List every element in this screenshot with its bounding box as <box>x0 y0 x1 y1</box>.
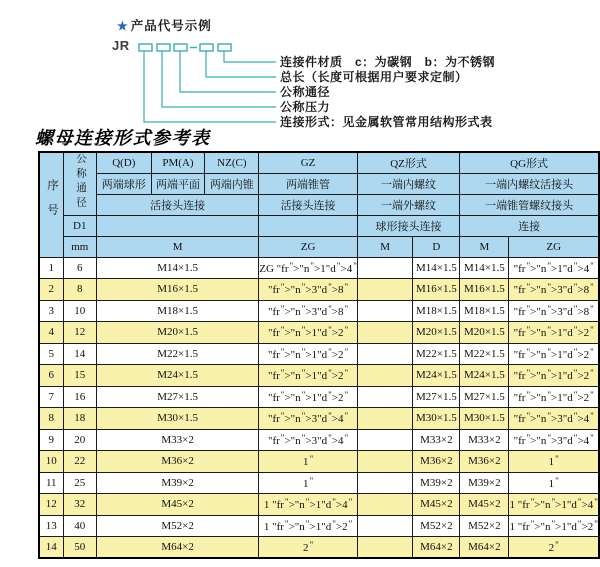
cell-seq: 4 <box>39 322 63 344</box>
header-type-gz: 两端锥管 <box>259 173 358 194</box>
cell-qg-zg: "fr">"n">3"d">8" <box>509 279 599 301</box>
cell-qg-m: M36×2 <box>460 451 509 473</box>
header-seq: 序号 <box>39 152 63 257</box>
cell-qg-zg: "fr">"n">3"d">8" <box>509 300 599 322</box>
cell-mm: 12 <box>63 322 96 344</box>
cell-mm: 6 <box>63 257 96 279</box>
header-sub-zg-gz: ZG <box>259 236 358 257</box>
cell-mm: 18 <box>63 408 96 430</box>
cell-qg-zg: "fr">"n">1"d">2" <box>509 322 599 344</box>
header-sub-m-qg: M <box>460 236 509 257</box>
cell-m: M22×1.5 <box>97 343 259 365</box>
code-label-material: 连接件材质 c：为碳钢 b：为不锈钢 <box>280 55 496 69</box>
cell-m: M27×1.5 <box>97 386 259 408</box>
header-row-d1 <box>39 215 599 236</box>
cell-seq: 7 <box>39 386 63 408</box>
cell-qg-zg: 1" <box>509 451 599 473</box>
cell-qg-zg: 1 "fr">"n">1"d">4" <box>509 494 599 516</box>
cell-gz-zg: 2" <box>259 537 358 559</box>
code-label-conn-form: 连接形式：见金属软管常用结构形式表 <box>280 115 493 129</box>
header-code-nz: NZ(C) <box>205 152 259 173</box>
cell-qz-d: M45×2 <box>413 494 460 516</box>
header-d1: D1 <box>63 215 96 236</box>
cell-qg-zg: 1" <box>509 472 599 494</box>
header-d1-gz-blank <box>259 215 358 236</box>
cell-qg-zg: "fr">"n">3"d">4" <box>509 429 599 451</box>
cell-qz-m <box>357 537 413 559</box>
star-icon: ★ <box>117 19 129 33</box>
cell-seq: 10 <box>39 451 63 473</box>
cell-gz-zg: 1 "fr">"n">1"d">2" <box>259 515 358 537</box>
cell-qg-zg: "fr">"n">1"d">2" <box>509 386 599 408</box>
header-conn-gz: 活接头连接 <box>259 194 358 215</box>
header-code-qg: QG形式 <box>460 152 599 173</box>
code-label-length: 总长（长度可根据用户要求定制） <box>280 70 468 84</box>
cell-m: M39×2 <box>97 472 259 494</box>
cell-seq: 6 <box>39 365 63 387</box>
cell-seq: 5 <box>39 343 63 365</box>
nut-connection-table <box>38 151 600 559</box>
table-row <box>39 515 599 537</box>
cell-gz-zg: "fr">"n">1"d">2" <box>259 322 358 344</box>
header-conn-qg: 一端锥管螺纹接头 <box>460 194 599 215</box>
cell-seq: 3 <box>39 300 63 322</box>
cell-seq: 14 <box>39 537 63 559</box>
cell-qz-m <box>357 451 413 473</box>
cell-seq: 9 <box>39 429 63 451</box>
cell-gz-zg: "fr">"n">1"d">2" <box>259 386 358 408</box>
header-sub-d-qz: D <box>413 236 460 257</box>
header-type-qz: 一端内螺纹 <box>357 173 459 194</box>
cell-m: M18×1.5 <box>97 300 259 322</box>
cell-qz-m <box>357 429 413 451</box>
cell-mm: 22 <box>63 451 96 473</box>
cell-gz-zg: "fr">"n">3"d">8" <box>259 279 358 301</box>
header-row-codes <box>39 152 599 173</box>
cell-qz-m <box>357 472 413 494</box>
table-row <box>39 494 599 516</box>
cell-mm: 15 <box>63 365 96 387</box>
cell-qz-m <box>357 494 413 516</box>
cell-mm: 32 <box>63 494 96 516</box>
cell-qz-d: M16×1.5 <box>413 279 460 301</box>
cell-seq: 12 <box>39 494 63 516</box>
header-conn-qz: 一端外螺纹 <box>357 194 459 215</box>
cell-qz-d: M22×1.5 <box>413 343 460 365</box>
cell-qz-d: M20×1.5 <box>413 322 460 344</box>
cell-gz-zg: "fr">"n">3"d">8" <box>259 300 358 322</box>
diagram-title-text: 产品代号示例 <box>130 19 212 33</box>
connector-line-material <box>224 51 276 62</box>
header-d1-left-blank <box>97 215 259 236</box>
header-type-qg: 一端内螺纹活接头 <box>460 173 599 194</box>
cell-qz-d: M14×1.5 <box>413 257 460 279</box>
cell-qg-zg: "fr">"n">3"d">4" <box>509 408 599 430</box>
cell-qz-m <box>357 257 413 279</box>
header-conn2-qg: 连接 <box>460 215 599 236</box>
cell-gz-zg: "fr">"n">1"d">2" <box>259 343 358 365</box>
cell-mm: 10 <box>63 300 96 322</box>
cell-qg-m: M39×2 <box>460 472 509 494</box>
code-label-pressure: 公称压力 <box>280 100 331 114</box>
cell-m: M45×2 <box>97 494 259 516</box>
cell-qg-zg: "fr">"n">1"d">2" <box>509 365 599 387</box>
header-row-end-types <box>39 173 599 194</box>
cell-m: M30×1.5 <box>97 408 259 430</box>
code-box-5 <box>218 44 231 51</box>
header-type-pm: 两端平面 <box>151 173 205 194</box>
code-label-diameter: 公称通径 <box>280 85 331 99</box>
cell-qg-m: M27×1.5 <box>460 386 509 408</box>
cell-mm: 25 <box>63 472 96 494</box>
header-nominal-diameter: 公称通径 <box>63 152 96 215</box>
cell-m: M52×2 <box>97 515 259 537</box>
header-code-gz: GZ <box>259 152 358 173</box>
cell-qz-m <box>357 300 413 322</box>
header-conn2-qz: 球形接头连接 <box>357 215 459 236</box>
cell-gz-zg: "fr">"n">3"d">4" <box>259 408 358 430</box>
cell-qg-m: M45×2 <box>460 494 509 516</box>
cell-m: M20×1.5 <box>97 322 259 344</box>
connector-line-pressure <box>162 51 276 107</box>
cell-qz-d: M33×2 <box>413 429 460 451</box>
cell-m: M36×2 <box>97 451 259 473</box>
code-box-3 <box>174 44 187 51</box>
header-code-q: Q(D) <box>97 152 152 173</box>
cell-qg-m: M14×1.5 <box>460 257 509 279</box>
header-mm: mm <box>63 236 96 257</box>
connector-line-length <box>206 51 276 77</box>
header-conn-left: 活接头连接 <box>97 194 259 215</box>
header-row-connection <box>39 194 599 215</box>
cell-qg-m: M30×1.5 <box>460 408 509 430</box>
cell-qg-m: M64×2 <box>460 537 509 559</box>
code-box-4 <box>200 44 213 51</box>
table-row <box>39 322 599 344</box>
cell-m: M14×1.5 <box>97 257 259 279</box>
cell-seq: 11 <box>39 472 63 494</box>
cell-qz-m <box>357 515 413 537</box>
cell-qz-d: M64×2 <box>413 537 460 559</box>
table-row <box>39 472 599 494</box>
cell-qz-m <box>357 322 413 344</box>
cell-seq: 2 <box>39 279 63 301</box>
header-code-qz: QZ形式 <box>357 152 459 173</box>
cell-mm: 14 <box>63 343 96 365</box>
cell-seq: 13 <box>39 515 63 537</box>
cell-m: M16×1.5 <box>97 279 259 301</box>
cell-qg-m: M52×2 <box>460 515 509 537</box>
cell-gz-zg: 1 "fr">"n">1"d">4" <box>259 494 358 516</box>
cell-mm: 8 <box>63 279 96 301</box>
cell-qz-d: M24×1.5 <box>413 365 460 387</box>
cell-mm: 40 <box>63 515 96 537</box>
cell-qg-m: M22×1.5 <box>460 343 509 365</box>
diagram-title <box>117 16 212 34</box>
cell-qz-m <box>357 343 413 365</box>
table-row <box>39 257 599 279</box>
table-row <box>39 300 599 322</box>
cell-qz-m <box>357 365 413 387</box>
connector-line-diameter <box>180 51 276 92</box>
cell-gz-zg: 1" <box>259 472 358 494</box>
cell-qg-m: M18×1.5 <box>460 300 509 322</box>
cell-qg-zg: 2" <box>509 537 599 559</box>
cell-qz-m <box>357 408 413 430</box>
cell-seq: 1 <box>39 257 63 279</box>
cell-qz-d: M36×2 <box>413 451 460 473</box>
table-row <box>39 343 599 365</box>
cell-seq: 8 <box>39 408 63 430</box>
cell-gz-zg: "fr">"n">3"d">4" <box>259 429 358 451</box>
cell-gz-zg: 1" <box>259 451 358 473</box>
cell-qg-m: M24×1.5 <box>460 365 509 387</box>
cell-m: M24×1.5 <box>97 365 259 387</box>
table-row <box>39 408 599 430</box>
table-row <box>39 429 599 451</box>
cell-qz-d: M52×2 <box>413 515 460 537</box>
table-row <box>39 386 599 408</box>
header-sub-m-left: M <box>97 236 259 257</box>
header-type-q: 两端球形 <box>97 173 152 194</box>
cell-mm: 50 <box>63 537 96 559</box>
cell-qz-d: M39×2 <box>413 472 460 494</box>
cell-qg-m: M20×1.5 <box>460 322 509 344</box>
header-type-nz: 两端内锥 <box>205 173 259 194</box>
cell-mm: 20 <box>63 429 96 451</box>
code-prefix: JR <box>112 38 130 53</box>
table-row <box>39 451 599 473</box>
header-sub-zg-qg: ZG <box>509 236 599 257</box>
table-title: 螺母连接形式参考表 <box>35 128 211 148</box>
cell-m: M64×2 <box>97 537 259 559</box>
cell-qg-zg: "fr">"n">1"d">2" <box>509 343 599 365</box>
cell-qz-d: M30×1.5 <box>413 408 460 430</box>
code-box-2 <box>157 44 170 51</box>
cell-qg-zg: 1 "fr">"n">1"d">2" <box>509 515 599 537</box>
cell-qz-d: M27×1.5 <box>413 386 460 408</box>
cell-qg-zg: "fr">"n">1"d">4" <box>509 257 599 279</box>
table-row <box>39 365 599 387</box>
cell-qz-m <box>357 386 413 408</box>
cell-m: M33×2 <box>97 429 259 451</box>
table-row <box>39 537 599 559</box>
table-row <box>39 279 599 301</box>
cell-qz-m <box>357 279 413 301</box>
cell-mm: 16 <box>63 386 96 408</box>
code-box-1 <box>139 44 152 51</box>
cell-qz-d: M18×1.5 <box>413 300 460 322</box>
cell-qg-m: M33×2 <box>460 429 509 451</box>
header-code-pm: PM(A) <box>151 152 205 173</box>
cell-qg-m: M16×1.5 <box>460 279 509 301</box>
header-row-units <box>39 236 599 257</box>
cell-gz-zg: ZG "fr">"n">1"d">4" <box>259 257 358 279</box>
header-sub-m-qz: M <box>357 236 413 257</box>
cell-gz-zg: "fr">"n">1"d">2" <box>259 365 358 387</box>
